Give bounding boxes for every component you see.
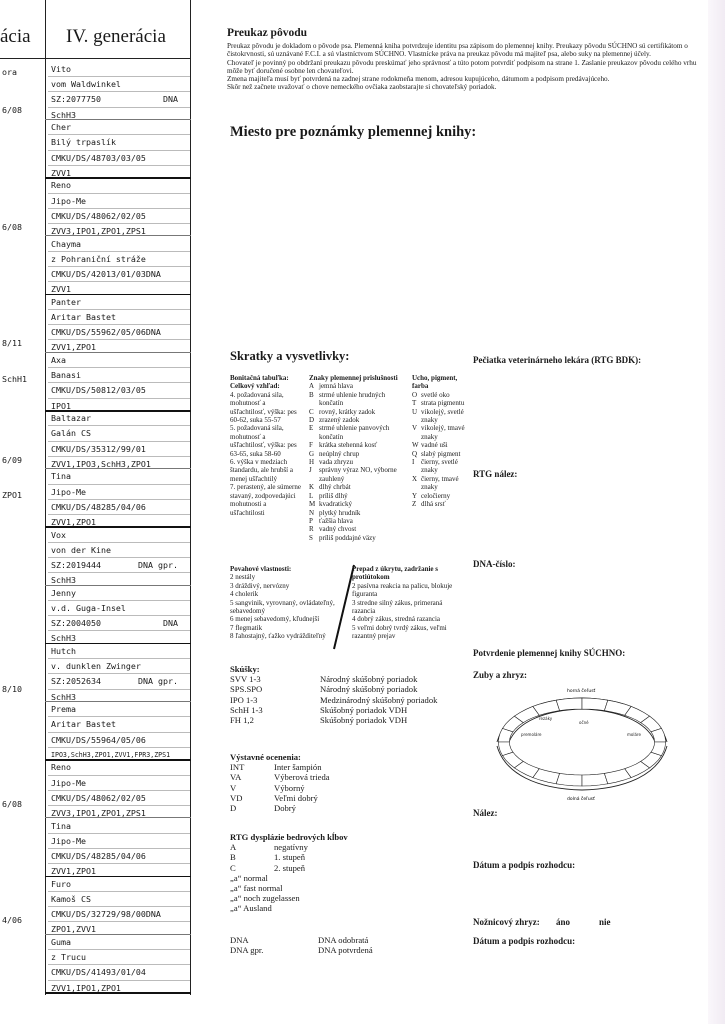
legend-meaning: správny výraz NO, výborne zauhlený <box>319 466 397 483</box>
legend-code: M <box>309 500 316 509</box>
scissor-no: nie <box>599 917 611 927</box>
ancestor-name: Reno <box>48 760 190 775</box>
legend-code: SVV 1-3 <box>230 674 261 685</box>
rtg-finding-label: RTG nález: <box>473 469 518 479</box>
legend-meaning: jemná hlava <box>319 382 354 391</box>
legend-code: VD <box>230 792 243 803</box>
legend-row <box>230 705 470 715</box>
legend-meaning: plytký hrudník <box>319 508 361 517</box>
legend-item: 8 ľahostajný, ťažko vydrážditeľný <box>230 632 326 641</box>
legend-meaning: vikolejý, svetlé znaky <box>421 407 464 425</box>
shows-title: Výstavné ocenenia: <box>230 752 301 762</box>
ancestor-kennel: vom Waldwinkel <box>48 77 190 92</box>
ancestor-exam: ZVV1,ZPO1 <box>51 342 96 352</box>
intro-paragraph: Zmena majiteľa musí byť potvrdená na zadnej strane rodokmeňa menom, adresou kupujúceho, dátumom a podpisom predávajúceho. <box>227 75 610 84</box>
gen3-fragment: 8/10 <box>2 684 22 694</box>
ancestor-exam: ZVV1 <box>51 284 71 294</box>
legend-code: O <box>412 390 418 399</box>
legend-row <box>309 517 404 525</box>
temperament <box>230 565 340 641</box>
exams <box>230 664 470 725</box>
legend-code: J <box>309 466 312 475</box>
ancestor-name: Baltazar <box>48 411 190 426</box>
gen-divider <box>45 0 46 995</box>
legend-meaning: Skúšobný poriadok VDH <box>320 704 408 715</box>
legend-code: G <box>309 449 315 458</box>
legend-code: P <box>309 516 313 525</box>
legend-row <box>309 483 404 491</box>
legend-row <box>412 408 468 425</box>
legend-row <box>230 935 470 945</box>
legend-row <box>412 441 468 449</box>
tooth-cell <box>556 698 582 711</box>
gen3-fragment: 6/08 <box>2 105 22 115</box>
legend-meaning: strata pigmentu <box>421 399 465 408</box>
legend-code: V <box>412 424 418 433</box>
intro-text <box>227 42 697 92</box>
temperament-title: Povahové vlastnosti: <box>230 565 292 573</box>
bonitation-table <box>230 374 302 517</box>
legend-code: A <box>230 842 237 853</box>
legend-row <box>309 500 404 508</box>
ancestor-entry <box>48 120 190 177</box>
legend-item: 5 veľmi dobrý tvrdý zákus, veľmi razantný prejav <box>352 623 447 641</box>
legend-item: „a“ fast normal <box>230 883 283 894</box>
legend-code: C <box>309 407 314 416</box>
ancestor-rule <box>45 992 191 994</box>
grip-title: Prepad z úkrytu, zadržanie s protiútokom <box>352 565 439 582</box>
ancestor-reg: CMKU/DS/48703/03/05 <box>48 151 190 166</box>
legend-row <box>230 695 470 705</box>
legend-meaning: zrazený zadok <box>319 416 360 425</box>
gen3-header: ácia <box>0 26 31 47</box>
ancestor-kennel: v. dunklen Zwinger <box>48 659 190 674</box>
gen3-fragment: 6/08 <box>2 222 22 232</box>
legend-code: SchH 1-3 <box>230 704 263 715</box>
ancestor-entry <box>48 528 190 585</box>
ancestor-name: Axa <box>48 353 190 368</box>
ancestor-name: Jenny <box>48 586 190 601</box>
ancestor-reg <box>48 92 190 107</box>
legend-code: B <box>309 390 314 399</box>
gen3-fragment: 8/11 <box>2 338 22 348</box>
gen3-fragment: SchH1 <box>2 374 27 384</box>
legend-meaning: negatívny <box>274 842 308 853</box>
legend-code: S <box>309 533 313 542</box>
legend-code: Z <box>412 500 417 509</box>
legend-code: Y <box>412 491 418 500</box>
legend-row <box>230 863 470 873</box>
legend-meaning: 1. stupeň <box>274 852 306 863</box>
ancestor-name: Tina <box>48 469 190 484</box>
hip-dysplasia <box>230 832 470 914</box>
legend-item: 2 pasívna reakcia na palicu, blokuje figuranta <box>352 581 453 599</box>
confirmation-label: Potvrdenie plemennej knihy SÚCHNO: <box>473 648 626 658</box>
ancestor-reg: CMKU/DS/32729/98/00DNA <box>48 907 190 922</box>
legend-item: 3 stredne silný zákus, primeraná razancia <box>352 598 443 616</box>
ancestor-exam: ZVV3,IPO1,ZPO1,ZPS1 <box>51 807 146 818</box>
legend-meaning: vadný chvost <box>319 525 357 534</box>
ancestor-reg: CMKU/DS/42013/01/03DNA <box>48 267 190 282</box>
legend-meaning: celočierny <box>421 491 451 500</box>
teeth-label-lower: dolná čeľusť <box>567 797 595 802</box>
legend-code: X <box>412 474 418 483</box>
ancestor-name: Guma <box>48 935 190 950</box>
intro-paragraph: Skôr než začnete uvažovať o chove nemeckého ovčiaka zaobstarajte si chovateľský poriadok. <box>227 83 497 92</box>
ancestor-exam: ZVV3,IPO1,ZPO1,ZPS1 <box>51 225 146 236</box>
legend-item: „a“ normal <box>230 872 268 883</box>
legend-meaning: vadné uši <box>421 441 448 450</box>
legend-row <box>230 945 470 955</box>
legend-meaning: Medzinárodný skúšobný poriadok <box>320 694 438 705</box>
ancestor-reg: CMKU/DS/48285/04/06 <box>48 500 190 515</box>
legend-row <box>309 466 404 483</box>
legend-meaning: 2. stupeň <box>274 862 306 873</box>
finding-label: Nález: <box>473 808 498 818</box>
ancestor-exam: IPO1 <box>51 400 71 410</box>
ancestor-name: Vito <box>48 62 190 77</box>
vet-stamp-label: Pečiatka veterinárneho lekára (RTG BDK): <box>473 355 642 365</box>
ancestor-exam: ZVV1 <box>51 167 71 178</box>
ancestor-reg: CMKU/DS/48062/02/05 <box>48 209 190 224</box>
legend-row <box>412 492 468 500</box>
ancestor-dna: DNA gpr. <box>138 676 178 687</box>
ancestor-entry <box>48 411 190 468</box>
ancestor-entry <box>48 877 190 934</box>
ancestor-kennel: Aritar Bastet <box>48 717 190 732</box>
legend-row <box>230 762 470 772</box>
legend-code: FH 1,2 <box>230 715 254 726</box>
teeth-label-incisors: rezáky <box>539 716 553 721</box>
grip-attack <box>352 565 464 641</box>
ancestor-kennel: Banasi <box>48 368 190 383</box>
legend-code: I <box>412 458 415 467</box>
legend-code: DNA gpr. <box>230 945 264 956</box>
legend-item: 4 dobrý zákus, stredná razancia <box>352 615 441 624</box>
ancestor-entry <box>48 295 190 352</box>
legend-row <box>230 852 470 862</box>
breed-marks <box>309 374 404 542</box>
legend-row <box>309 441 404 449</box>
ancestor-kennel: Aritar Bastet <box>48 310 190 325</box>
legend-row <box>309 525 404 533</box>
ancestor-dna: DNA <box>163 94 178 105</box>
ancestor-reg: CMKU/DS/55962/05/06DNA <box>48 325 190 340</box>
ancestor-kennel: Jipo-Me <box>48 485 190 500</box>
ancestor-entry <box>48 760 190 817</box>
ancestor-exam: ZPO1,ZVV1 <box>51 924 96 934</box>
ancestor-exam: ZVV1,IPO1,ZPO1 <box>51 982 121 992</box>
ancestor-dna: DNA gpr. <box>138 559 178 570</box>
legend-code: H <box>309 458 315 467</box>
legend-item: „a“ noch zugelassen <box>230 893 300 904</box>
ancestor-name: Hutch <box>48 644 190 659</box>
legend-item: 4. požadovaná sila, mohutnosť a ušľachtilosť, výška: pes 60-62, suka 55-57 <box>230 390 297 425</box>
abbr-heading: Skratky a vysvetlivky: <box>230 349 350 363</box>
ancestor-reg-text: SZ:2004050 <box>51 618 101 629</box>
legend-code: B <box>230 852 236 863</box>
legend-meaning: čierny, tmavé znaky <box>421 474 459 492</box>
intro-paragraph: Preukaz pôvodu je dokladom o pôvode psa. Plemenná kniha potvrdzuje identitu psa zápisom do plemennej knihy. Preukazy pôvodu SÚCHNO sú certifikátom o čistokrvnosti, sú uznávané F.C.I. a sú vlastníctvom SÚCHNO. Vlastnícke práva na preukaz pôvodu má majiteľ psa, alebo suky na plemennej účely. <box>227 42 688 59</box>
dna-legend <box>230 935 470 955</box>
legend-meaning: vada zhryzu <box>319 458 354 467</box>
paper-edge <box>708 0 725 1024</box>
legend-item: „a“ Ausland <box>230 903 272 914</box>
legend-code: DNA <box>230 935 249 945</box>
gen3-fragment: ora <box>2 67 17 77</box>
ancestor-kennel: z Pohraniční stráže <box>48 252 190 267</box>
ancestor-entry <box>48 935 190 992</box>
gen3-fragment: 4/06 <box>2 915 22 925</box>
legend-meaning: Národný skúšobný poriadok <box>320 684 418 695</box>
ancestor-kennel: v.d. Guga-Insel <box>48 601 190 616</box>
ancestor-dna: DNA <box>163 618 178 629</box>
legend-meaning: strmé uhlenie hrudných končatín <box>319 390 386 408</box>
legend-code: F <box>309 441 313 450</box>
legend-row <box>309 509 404 517</box>
legend-row <box>412 399 468 407</box>
ancestor-entry <box>48 237 190 294</box>
legend-code: T <box>412 399 417 408</box>
dna-number-label: DNA-číslo: <box>473 559 516 569</box>
teeth-diagram <box>487 684 677 802</box>
page-title: Preukaz pôvodu <box>227 27 307 39</box>
teeth-label-molars: moláre <box>627 732 641 737</box>
legend-meaning: strmé uhlenie panvových končatín <box>319 424 390 441</box>
legend-meaning: svetlé oko <box>421 390 450 399</box>
legend-code: V <box>230 782 237 793</box>
ancestor-exam: IPO3,SchH3,ZPO1,ZVV1,FPR3,ZPS1 <box>51 750 171 759</box>
legend-code: IPO 1-3 <box>230 694 258 705</box>
legend-meaning: Národný skúšobný poriadok <box>320 674 418 685</box>
legend-meaning: Dobrý <box>274 803 296 814</box>
ancestor-reg: CMKU/DS/41493/01/04 <box>48 965 190 980</box>
legend-row <box>309 391 404 408</box>
legend-meaning: neúplný chrup <box>319 449 360 458</box>
ancestor-exam: SchH3 <box>51 109 76 119</box>
legend-row <box>309 382 404 390</box>
ancestor-reg: CMKU/DS/55964/05/06 <box>48 733 190 748</box>
ancestor-reg: CMKU/DS/48285/04/06 <box>48 849 190 864</box>
ancestor-entry <box>48 469 190 526</box>
ancestor-kennel: z Trucu <box>48 950 190 965</box>
legend-meaning: DNA potvrdená <box>318 945 373 956</box>
ancestor-name: Prema <box>48 702 190 717</box>
tooth-cell <box>582 773 608 786</box>
ancestor-exam: ZVV1,IPO3,SchH3,ZPO1 <box>51 458 151 469</box>
legend-meaning: kvadratický <box>319 500 353 509</box>
legend-code: W <box>412 441 419 450</box>
legend-meaning: dlhý chrbát <box>319 483 351 492</box>
legend-meaning: vikolejý, tmavé znaky <box>421 424 465 441</box>
legend-meaning: Výborný <box>274 782 305 793</box>
legend-item: 7. perastený, ale súmerne stavaný, zodpovedajúci mohutnosti a ušľachtilosti <box>230 483 301 517</box>
ancestor-name: Panter <box>48 295 190 310</box>
legend-item: 5. požadovaná sila, mohutnosť a ušľachtilosť, výška: pes 63-65, suka 58-60 <box>230 424 297 458</box>
legend-meaning: Inter šampión <box>274 762 322 773</box>
breed-marks-title: Znaky plemennej prislušnosti <box>309 374 398 382</box>
legend-row <box>230 772 470 782</box>
scissor-yes: áno <box>556 917 571 927</box>
ancestor-kennel: Kamoš CS <box>48 892 190 907</box>
ancestor-entry <box>48 702 190 759</box>
legend-code: L <box>309 491 314 500</box>
ancestor-entry <box>48 62 190 119</box>
teeth-label-canine: očné <box>579 720 589 725</box>
ancestor-reg-text: SZ:2077750 <box>51 94 101 105</box>
ancestor-entry <box>48 819 190 876</box>
ancestor-name: Tina <box>48 819 190 834</box>
legend-code: D <box>309 416 315 425</box>
legend-row <box>230 684 470 694</box>
ancestor-reg <box>48 616 190 631</box>
legend-code: A <box>309 382 315 391</box>
legend-meaning: krátka stehenná kosť <box>319 441 378 450</box>
legend-row <box>309 424 404 441</box>
legend-row <box>412 424 468 441</box>
tooth-cell <box>582 698 608 711</box>
legend-row <box>230 793 470 803</box>
legend-row <box>309 408 404 416</box>
gen3-fragment: 6/09 <box>2 455 22 465</box>
legend-row <box>309 458 404 466</box>
legend-code: Q <box>412 449 418 458</box>
legend-item: 2 nestály <box>230 573 256 582</box>
pedigree-page <box>0 0 195 1024</box>
ancestor-reg-text: SZ:2019444 <box>51 559 101 570</box>
teeth-label: Zuby a zhryz: <box>473 670 527 680</box>
gen3-fragment: 6/08 <box>2 799 22 809</box>
ancestor-reg <box>48 558 190 573</box>
legend-code: INT <box>230 762 245 773</box>
legend-row <box>309 450 404 458</box>
ancestor-kennel: Jipo-Me <box>48 776 190 791</box>
ancestor-entry <box>48 644 190 701</box>
ancestor-exam: ZVV1,ZPO1 <box>51 516 96 527</box>
ancestor-kennel: Jipo-Me <box>48 194 190 209</box>
notes-heading: Miesto pre poznámky plemennej knihy: <box>230 124 477 140</box>
exams-title: Skúšky: <box>230 664 260 674</box>
legend-code: C <box>230 862 236 873</box>
ancestor-name: Chayma <box>48 237 190 252</box>
ancestor-kennel: Jipo-Me <box>48 834 190 849</box>
legend-meaning: príliš dlhý <box>319 491 348 500</box>
ancestor-entry <box>48 586 190 643</box>
shows <box>230 752 470 813</box>
legend-row <box>309 492 404 500</box>
ancestor-kennel: Galán CS <box>48 426 190 441</box>
legend-meaning: ťažšia hlava <box>319 516 353 525</box>
page-border <box>190 0 191 995</box>
ancestor-reg: CMKU/DS/50812/03/05 <box>48 383 190 398</box>
legend-row <box>230 842 470 852</box>
legend-item: 5 sangvinik, vyrovnaný, ovládateľný, sebavedomý <box>230 598 335 616</box>
legend-code: U <box>412 407 418 416</box>
teeth-label-premolars: premoláre <box>521 732 542 737</box>
ancestor-kennel: Bilý trpaslík <box>48 135 190 150</box>
teeth-label-upper: horná čeľusť <box>567 689 596 694</box>
legend-meaning: Výberová trieda <box>274 772 330 783</box>
bonitation-subtitle: Celkový vzhľad: <box>230 382 280 391</box>
legend-code: VA <box>230 772 242 783</box>
legend-meaning: DNA odobratá <box>318 935 369 945</box>
legend-meaning: príliš poddajné väzy <box>319 533 376 542</box>
legend-row <box>230 674 470 684</box>
legend-row <box>412 475 468 492</box>
legend-code: R <box>309 525 314 534</box>
intro-paragraph: Chovateľ je povinný po obdržaní preukazu pôvodu preskúmať jeho správnosť a túto potom potvrdiť podpisom na strane 1. Zaslanie preukazov pôvodu celého vrhu môže byť doručené osobne len chovateľovi. <box>227 58 697 75</box>
header-rule <box>0 58 190 59</box>
legend-item: 6. výška v medziach štandardu, ale hrubší a menej ušľachtilý <box>230 458 293 483</box>
legend-row <box>230 803 470 813</box>
scissor-bite-label: Nožnicový zhryz: <box>473 917 540 927</box>
legend-row <box>412 391 468 399</box>
ancestor-entry <box>48 178 190 235</box>
legend-row <box>230 715 470 725</box>
bonitation-title: Bonitačná tabuľka: <box>230 374 289 382</box>
info-page <box>212 0 708 1000</box>
ancestor-reg-text: SZ:2052634 <box>51 676 101 687</box>
legend-meaning: dlhá srsť <box>421 500 446 509</box>
ancestor-reg: CMKU/DS/48062/02/05 <box>48 791 190 806</box>
ancestor-reg: CMKU/DS/35312/99/01 <box>48 442 190 457</box>
ear-marks-title: Ucho, pigment, farba <box>412 374 458 391</box>
ancestor-reg <box>48 674 190 689</box>
legend-code: D <box>230 803 237 814</box>
ancestor-exam: SchH3 <box>51 575 76 585</box>
date-sign-label-1: Dátum a podpis rozhodcu: <box>473 860 576 870</box>
legend-code: SPS.SPO <box>230 684 263 695</box>
legend-code: N <box>309 508 315 517</box>
ancestor-name: Cher <box>48 120 190 135</box>
gen4-header: IV. generácia <box>66 26 166 47</box>
legend-item: 6 menej sebavedomý, kľudnejší <box>230 615 320 624</box>
date-sign-label-2: Dátum a podpis rozhodcu: <box>473 936 576 946</box>
hips-title: RTG dysplázie bedrových kĺbov <box>230 832 348 842</box>
ancestor-name: Vox <box>48 528 190 543</box>
legend-meaning: Skúšobný poriadok VDH <box>320 715 408 726</box>
legend-row <box>309 534 404 542</box>
gen3-fragment: ZPO1 <box>2 490 22 500</box>
ear-pigment-marks <box>412 374 468 509</box>
legend-row <box>230 783 470 793</box>
legend-row <box>412 450 468 458</box>
legend-row <box>412 500 468 508</box>
legend-item: 3 dráždivý, nervózny <box>230 581 290 590</box>
legend-meaning: rovný, krátky zadok <box>319 407 376 416</box>
legend-row <box>412 458 468 475</box>
ancestor-exam: SchH3 <box>51 633 76 643</box>
ancestor-name: Furo <box>48 877 190 892</box>
legend-meaning: Veľmi dobrý <box>274 792 318 803</box>
ancestor-kennel: von der Kine <box>48 543 190 558</box>
legend-code: K <box>309 483 315 492</box>
tooth-cell <box>556 773 582 786</box>
ancestor-entry <box>48 353 190 410</box>
ancestor-exam: SchH3 <box>51 691 76 701</box>
legend-row <box>309 416 404 424</box>
legend-meaning: čierny, svetlé znaky <box>421 458 458 475</box>
ancestor-exam: ZVV1,ZPO1 <box>51 866 96 876</box>
legend-code: E <box>309 424 314 433</box>
ancestor-name: Reno <box>48 178 190 193</box>
legend-meaning: slabý pigment <box>421 449 461 458</box>
legend-item: 4 cholerik <box>230 590 259 599</box>
legend-item: 7 flegmatik <box>230 623 263 632</box>
